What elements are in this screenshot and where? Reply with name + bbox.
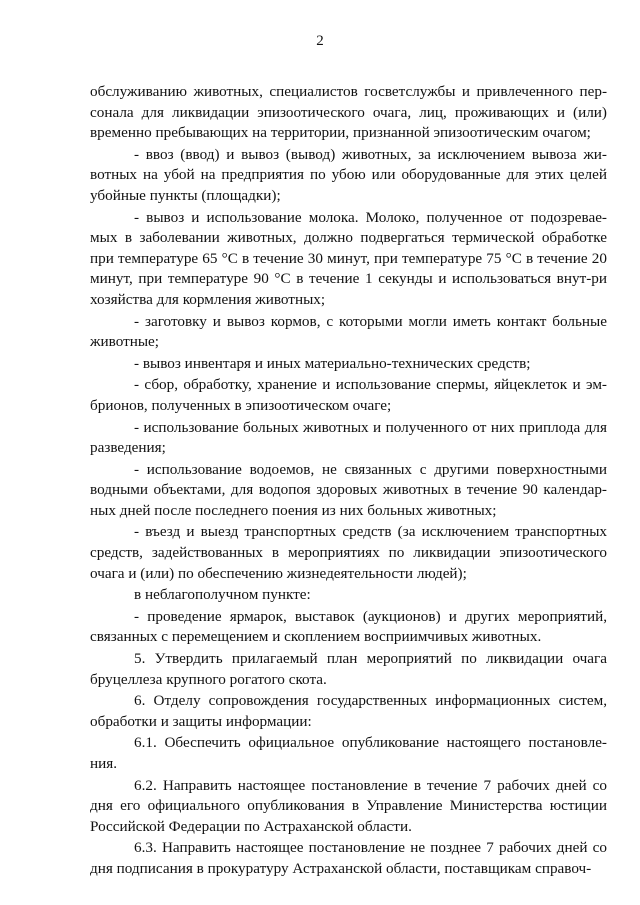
paragraph: - проведение ярмарок, выставок (аукционов) и других мероприятий, связанных с перемещением и скоплением восприимчивых животных. xyxy=(90,607,607,646)
page-number: 2 xyxy=(316,33,324,49)
paragraph: - вывоз и использование молока. Молоко, полученное от подозревае-мых в заболевании животных, должно подвергаться термической обработке при температуре 65 °С в течение 30 минут, при температуре 75 °С в течение 20 минут, при температуре 90 °С в течение 1 секунды и использоваться внут-ри хозяйства для кормления животных; xyxy=(90,208,607,308)
paragraph: 6.1. Обеспечить официальное опубликование настоящего постановле-ния. xyxy=(90,734,607,772)
paragraph: 5. Утвердить прилагаемый план мероприятий по ликвидации очага бруцеллеза крупного рогатого скота. xyxy=(90,650,607,688)
paragraph: 6.2. Направить настоящее постановление в течение 7 рабочих дней со дня его официального опубликования в Управление Министерства юстиции Российской Федерации по Астраханской области. xyxy=(90,776,607,835)
paragraph: 6.3. Направить настоящее постановление не позднее 7 рабочих дней со дня подписания в прокуратуру Астраханской области, поставщикам справоч- xyxy=(90,839,607,877)
paragraph: - въезд и выезд транспортных средств (за исключением транспортных средств, задействованных в мероприятиях по ликвидации эпизоотического очага и (или) по обеспечению жизнедеятельности людей); xyxy=(90,523,607,582)
paragraph: - использование больных животных и полученного от них приплода для разведения; xyxy=(90,418,607,457)
paragraph: - использование водоемов, не связанных с другими поверхностными водными объектами, для водопоя здоровых животных в течение 90 календар-ных дней после последнего поения из них больных животных; xyxy=(90,460,607,519)
paragraph: обслуживанию животных, специалистов госветслужбы и привлеченного пер-сонала для ликвидации эпизоотического очага, лиц, проживающих и (или) временно пребывающих на территории, признанной эпизоотическим очагом; xyxy=(90,83,607,142)
paragraph: - сбор, обработку, хранение и использование спермы, яйцеклеток и эм-брионов, полученных в эпизоотическом очаге; xyxy=(90,376,607,414)
paragraph: 6. Отделу сопровождения государственных информационных систем, обработки и защиты информации: xyxy=(90,692,607,730)
document-body xyxy=(90,82,607,880)
paragraph: - ввоз (ввод) и вывоз (вывод) животных, за исключением вывоза жи-вотных на убой на предприятия по убою или оборудованные для этих целей убойные пункты (площадки); xyxy=(90,145,607,204)
paragraph: - вывоз инвентаря и иных материально-технических средств; xyxy=(134,354,531,372)
paragraph: в неблагополучном пункте: xyxy=(134,586,311,604)
paragraph: - заготовку и вывоз кормов, с которыми могли иметь контакт больные животные; xyxy=(90,312,607,351)
